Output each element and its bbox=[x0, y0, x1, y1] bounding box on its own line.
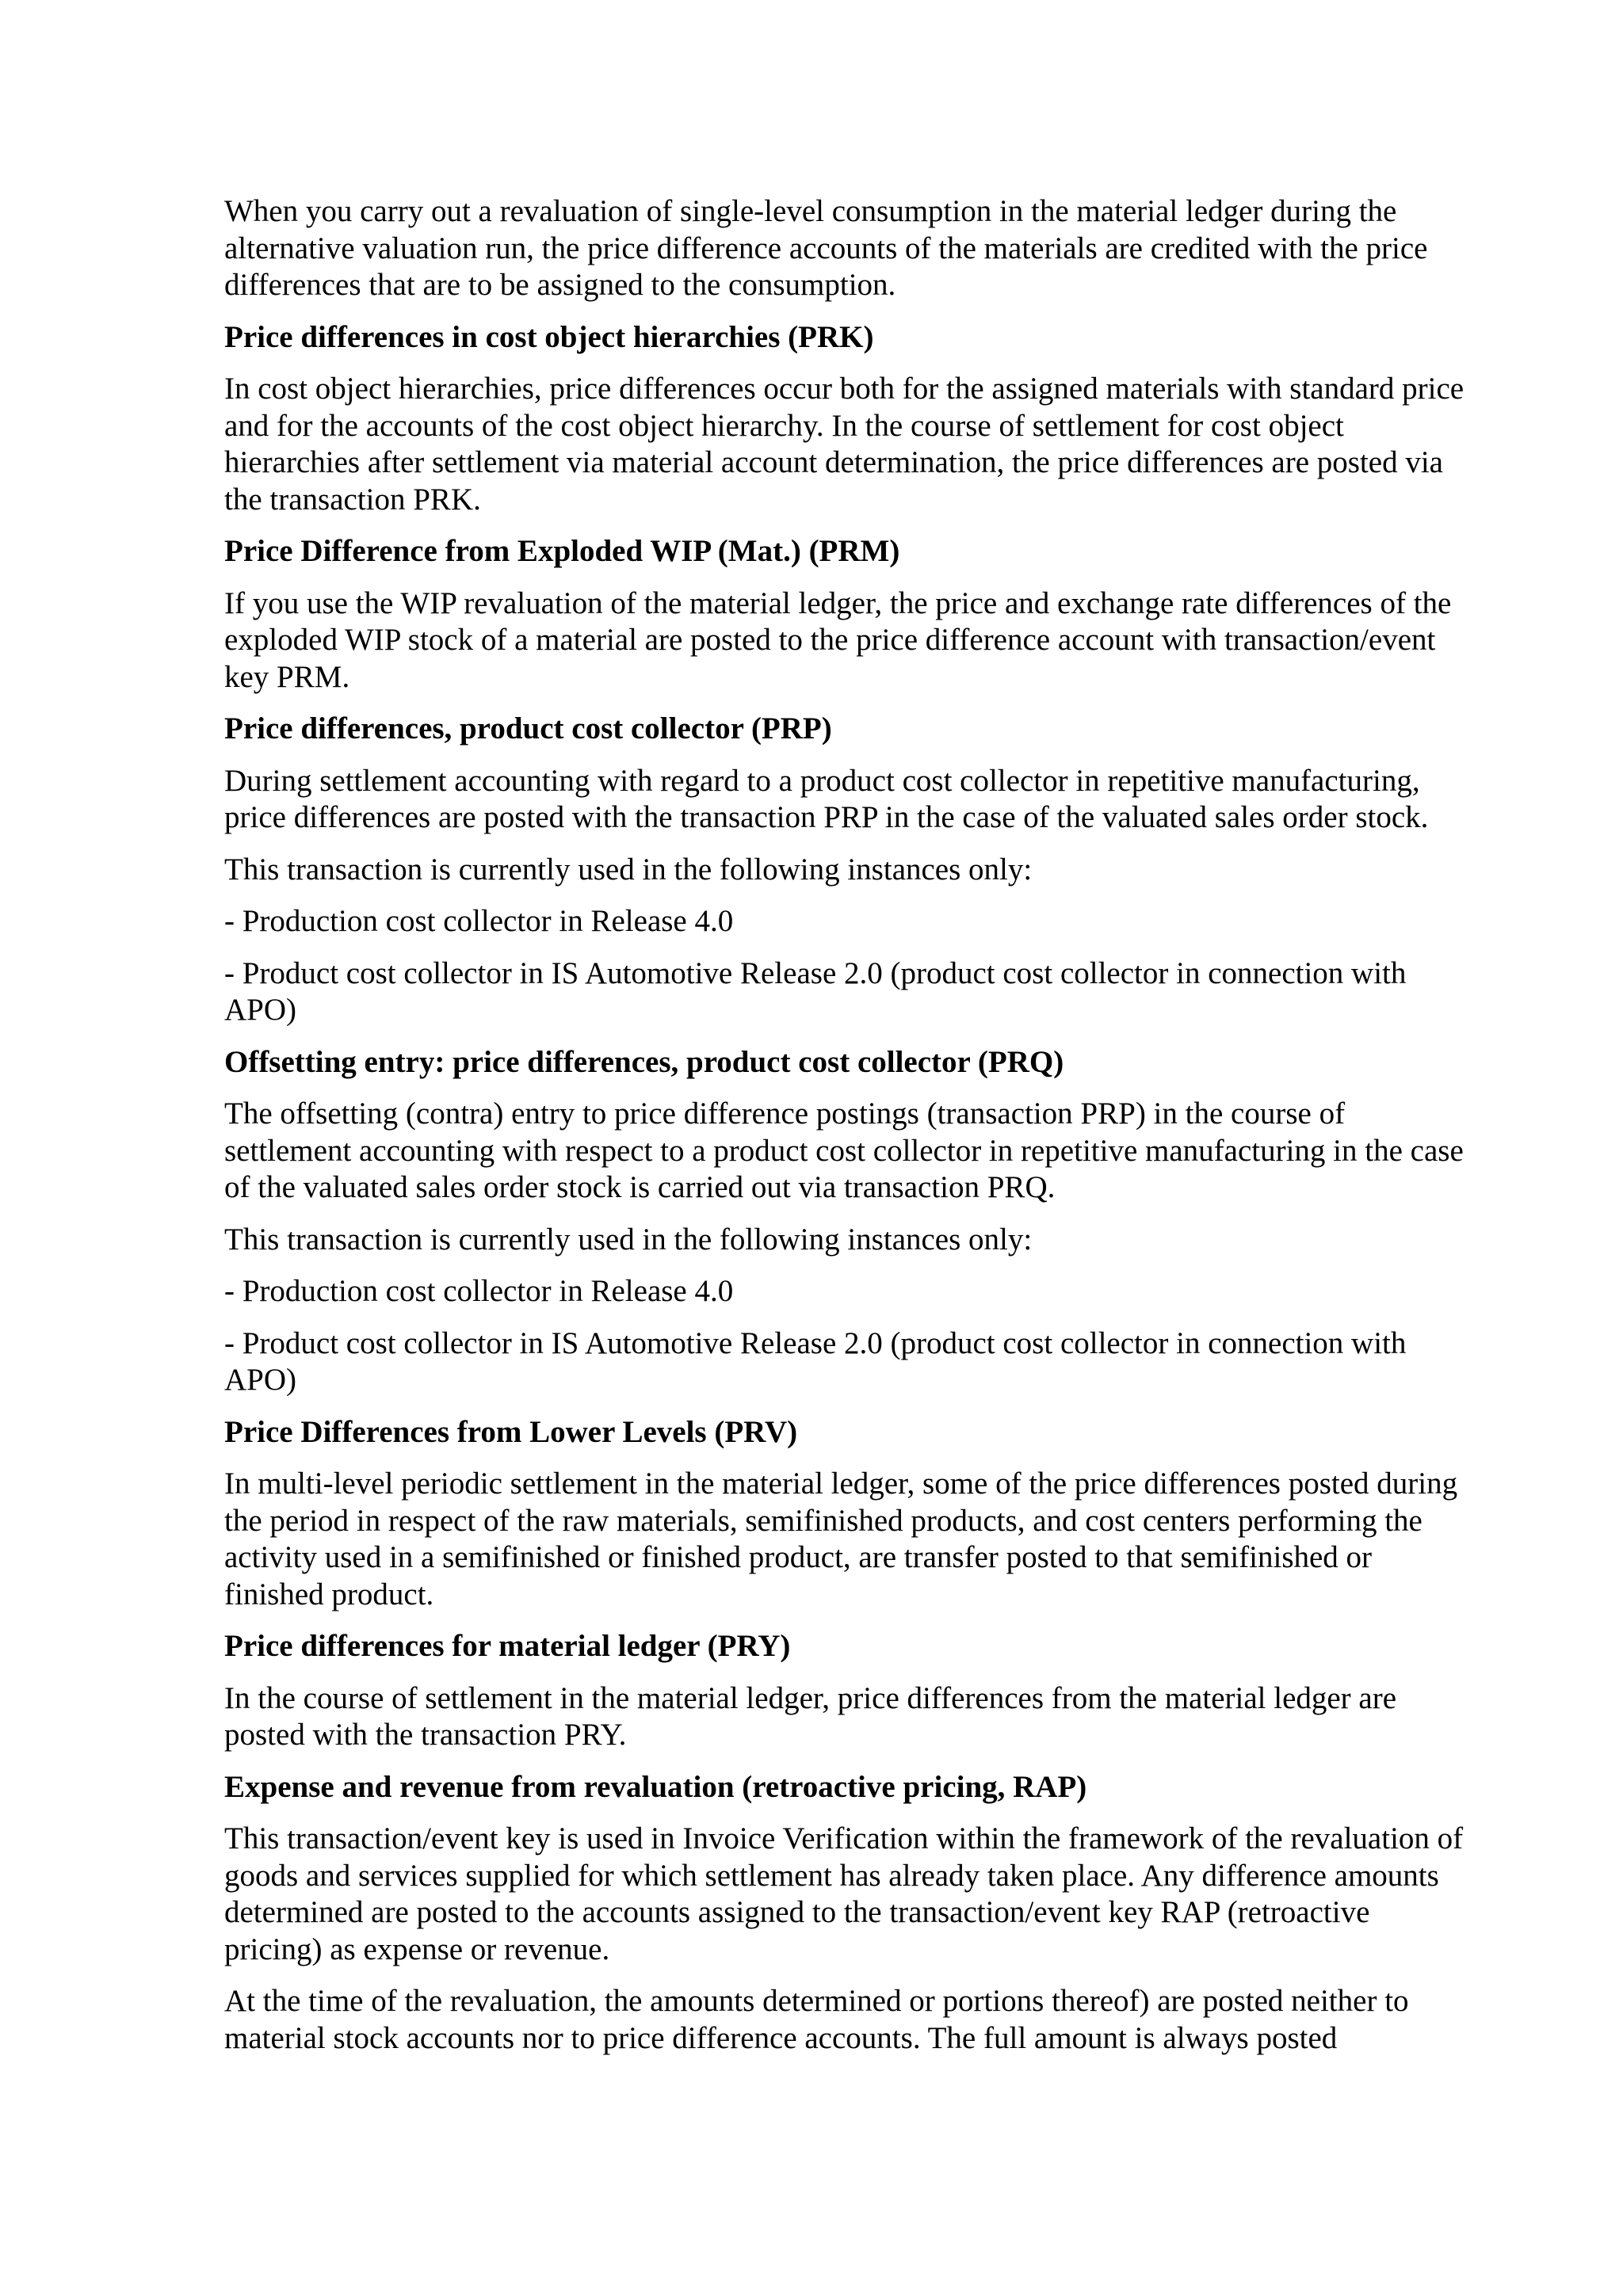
paragraph-prq: The offsetting (contra) entry to price difference postings (transaction PRP) in the course of settlement accounting with respect to a product cost collector in repetitive manufacturing in the case of the valuated sales order stock is carried out via transaction PRQ. bbox=[224, 1097, 1464, 1204]
paragraph-prv: In multi-level periodic settlement in the material ledger, some of the price differences posted during the period in respect of the raw materials, semifinished products, and cost centers performing the activity used in a semifinished or finished product, are transfer posted to that semifinished or finished product. bbox=[224, 1466, 1458, 1611]
paragraph-prp-item-2: - Product cost collector in IS Automotive Release 2.0 (product cost collector in connection with APO) bbox=[224, 955, 1407, 1027]
paragraph-prk: In cost object hierarchies, price differences occur both for the assigned materials with standard price and for the accounts of the cost object hierarchy. In the course of settlement for cost object hierarchies after settlement via material account determination, the price differences are posted via the transaction PRK. bbox=[224, 372, 1465, 517]
paragraph-prq-instances: This transaction is currently used in the following instances only: bbox=[224, 1222, 1033, 1257]
heading-prq: Offsetting entry: price differences, product cost collector (PRQ) bbox=[224, 1044, 1064, 1079]
heading-prk: Price differences in cost object hierarchies (PRK) bbox=[224, 319, 874, 354]
heading-prm: Price Difference from Exploded WIP (Mat.) (PRM) bbox=[224, 534, 900, 568]
paragraph-prq-item-2: - Product cost collector in IS Automotive Release 2.0 (product cost collector in connection with APO) bbox=[224, 1325, 1407, 1397]
paragraph-prp-item-1: - Production cost collector in Release 4.0 bbox=[224, 904, 734, 938]
paragraph-pry: In the course of settlement in the material ledger, price differences from the material ledger are posted with the transaction PRY. bbox=[224, 1680, 1397, 1752]
paragraph-prm: If you use the WIP revaluation of the material ledger, the price and exchange rate differences of the exploded WIP stock of a material are posted to the price difference account with transaction/event key PRM. bbox=[224, 585, 1452, 694]
heading-pry: Price differences for material ledger (PRY) bbox=[224, 1629, 791, 1663]
heading-prv: Price Differences from Lower Levels (PRV) bbox=[224, 1414, 798, 1449]
heading-prp: Price differences, product cost collector (PRP) bbox=[224, 711, 832, 746]
paragraph-prp: During settlement accounting with regard to a product cost collector in repetitive manufacturing, price differences are posted with the transaction PRP in the case of the valuated sales order stock. bbox=[224, 763, 1429, 834]
paragraph-rap: This transaction/event key is used in Invoice Verification within the framework of the revaluation of goods and services supplied for which settlement has already taken place. Any difference amounts determined are posted to the accounts assigned to the transaction/event key RAP (retroactive pricing) as expense or revenue. bbox=[224, 1821, 1464, 1966]
paragraph-rap-revaluation: At the time of the revaluation, the amounts determined or portions thereof) are posted neither to material stock accounts nor to price difference accounts. The full amount is always posted bbox=[224, 1984, 1409, 2055]
paragraph-prq-item-1: - Production cost collector in Release 4.0 bbox=[224, 1274, 734, 1308]
paragraph-prp-instances: This transaction is currently used in the following instances only: bbox=[224, 852, 1033, 887]
document-page bbox=[224, 193, 1468, 2072]
paragraph-intro: When you carry out a revaluation of single-level consumption in the material ledger during the alternative valuation run, the price difference accounts of the materials are credited with the price differences that are to be assigned to the consumption. bbox=[224, 194, 1428, 302]
heading-rap: Expense and revenue from revaluation (retroactive pricing, RAP) bbox=[224, 1769, 1087, 1804]
